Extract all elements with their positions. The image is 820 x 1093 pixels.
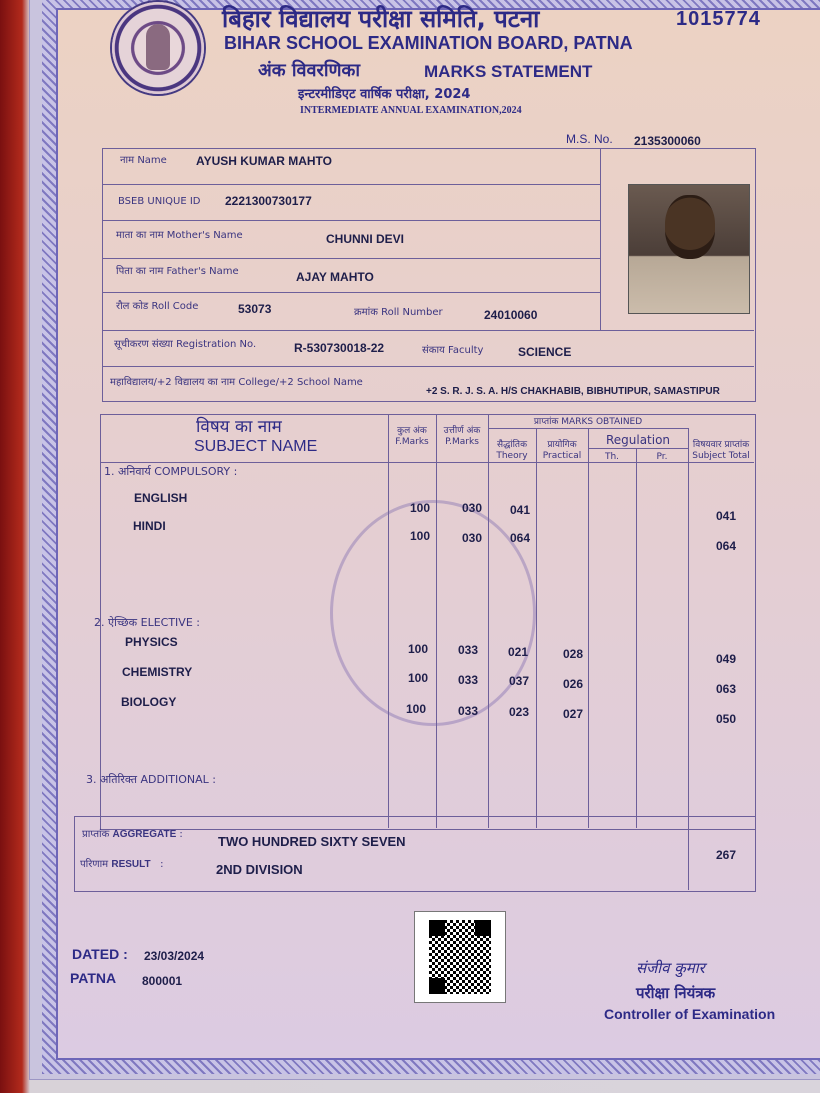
pmarks-header: उत्तीर्ण अंक P.Marks — [443, 426, 481, 447]
mother-name: CHUNNI DEVI — [326, 232, 405, 246]
practical-header: प्रायोगिक Practical — [542, 440, 582, 461]
physics-total: 049 — [716, 652, 737, 666]
board-name-english: BIHAR SCHOOL EXAMINATION BOARD, PATNA — [224, 33, 633, 53]
father-name: AJAY MAHTO — [296, 270, 374, 284]
biology-theory: 023 — [509, 705, 530, 719]
place-value: 800001 — [142, 974, 183, 988]
board-name-hindi: बिहार विद्यालय परीक्षा समिति, पटना — [222, 5, 540, 33]
physics-pmarks: 033 — [458, 643, 479, 657]
name-label: नाम Name — [120, 155, 167, 166]
chemistry-theory: 037 — [509, 674, 530, 688]
controller-title-hindi: परीक्षा नियंत्रक — [636, 984, 716, 1002]
hindi-total: 064 — [716, 539, 737, 553]
aggregate-label: प्राप्तांक AGGREGATE : — [82, 829, 183, 840]
college-label: महाविद्यालय/+2 विद्यालय का नाम College/+2 School Name — [110, 377, 363, 388]
subject-name-english: ENGLISH — [134, 491, 188, 505]
result-value: 2ND DIVISION — [216, 862, 303, 877]
section-additional: 3. अतिरिक्त ADDITIONAL : — [86, 773, 216, 786]
qr-code-icon — [414, 911, 506, 1003]
reg-practical-header: Pr. — [656, 452, 668, 462]
aggregate-words: TWO HUNDRED SIXTY SEVEN — [218, 834, 406, 849]
hindi-fmarks: 100 — [410, 529, 431, 543]
roll-code-label: रौल कोड Roll Code — [116, 301, 199, 312]
roll-number-label: क्रमांक Roll Number — [354, 307, 443, 318]
fmarks-header: कुल अंक F.Marks — [395, 426, 429, 447]
faculty-value: SCIENCE — [518, 345, 572, 359]
physics-practical: 028 — [563, 647, 584, 661]
english-pmarks: 030 — [462, 501, 483, 515]
hindi-theory: 064 — [510, 531, 531, 545]
dated-value: 23/03/2024 — [144, 949, 205, 963]
biology-practical: 027 — [563, 707, 584, 721]
english-theory: 041 — [510, 503, 531, 517]
biology-pmarks: 033 — [458, 704, 479, 718]
board-seal-icon — [112, 2, 204, 94]
physics-fmarks: 100 — [408, 642, 429, 656]
controller-title-english: Controller of Examination — [604, 1006, 776, 1022]
student-name: AYUSH KUMAR MAHTO — [196, 154, 333, 168]
marks-obtained-header: प्राप्तांक MARKS OBTAINED — [533, 417, 643, 427]
biology-fmarks: 100 — [406, 702, 427, 716]
aggregate-value: 267 — [716, 848, 737, 862]
exam-hindi: इन्टरमीडिएट वार्षिक परीक्षा, 2024 — [298, 87, 471, 102]
college-value: +2 S. R. J. S. A. H/S CHAKHABIB, BIBHUTIPUR, SAMASTIPUR — [426, 386, 720, 397]
exam-english: INTERMEDIATE ANNUAL EXAMINATION,2024 — [300, 105, 522, 116]
subject-total-header: विषयवार प्राप्तांक Subject Total — [692, 440, 750, 461]
subject-name-physics: PHYSICS — [125, 635, 178, 649]
english-total: 041 — [716, 509, 737, 523]
dated-label: DATED : — [72, 946, 128, 962]
place-label: PATNA — [70, 970, 117, 986]
subject-header-hindi: विषय का नाम — [196, 417, 282, 437]
subject-name-chemistry: CHEMISTRY — [122, 665, 193, 679]
subject-name-hindi: HINDI — [133, 519, 166, 533]
father-label: पिता का नाम Father's Name — [116, 266, 239, 277]
controller-signature: संजीव कुमार — [636, 959, 705, 977]
regulation-header: Regulation — [605, 433, 671, 447]
chemistry-pmarks: 033 — [458, 673, 479, 687]
biology-total: 050 — [716, 712, 737, 726]
unique-id-value: 2221300730177 — [225, 194, 312, 208]
english-fmarks: 100 — [410, 501, 431, 515]
chemistry-practical: 026 — [563, 677, 584, 691]
chemistry-total: 063 — [716, 682, 737, 696]
roll-number-value: 24010060 — [484, 308, 538, 322]
mother-label: माता का नाम Mother's Name — [116, 230, 243, 241]
section-compulsory: 1. अनिवार्य COMPULSORY : — [104, 465, 238, 478]
unique-id-label: BSEB UNIQUE ID — [118, 196, 201, 207]
ms-no-value: 2135300060 — [634, 134, 701, 148]
registration-value: R-530730018-22 — [294, 341, 385, 355]
serial-number: 1015774 — [676, 8, 761, 30]
section-elective: 2. ऐच्छिक ELECTIVE : — [94, 616, 200, 629]
reg-theory-header: Th. — [604, 452, 620, 462]
physics-theory: 021 — [508, 645, 529, 659]
subject-header-english: SUBJECT NAME — [194, 438, 318, 455]
chemistry-fmarks: 100 — [408, 671, 429, 685]
statement-hindi: अंक विवरणिका — [258, 60, 361, 81]
theory-header: सैद्धांतिक Theory — [496, 440, 528, 461]
result-label: परिणाम RESULT : — [80, 859, 164, 870]
ms-no-label: M.S. No. — [566, 132, 613, 146]
hindi-pmarks: 030 — [462, 531, 483, 545]
student-photo — [628, 184, 750, 314]
registration-label: सूचीकरण संख्या Registration No. — [114, 339, 257, 350]
subject-name-biology: BIOLOGY — [121, 695, 177, 709]
roll-code-value: 53073 — [238, 302, 272, 316]
faculty-label: संकाय Faculty — [422, 345, 484, 356]
statement-english: MARKS STATEMENT — [424, 62, 593, 81]
